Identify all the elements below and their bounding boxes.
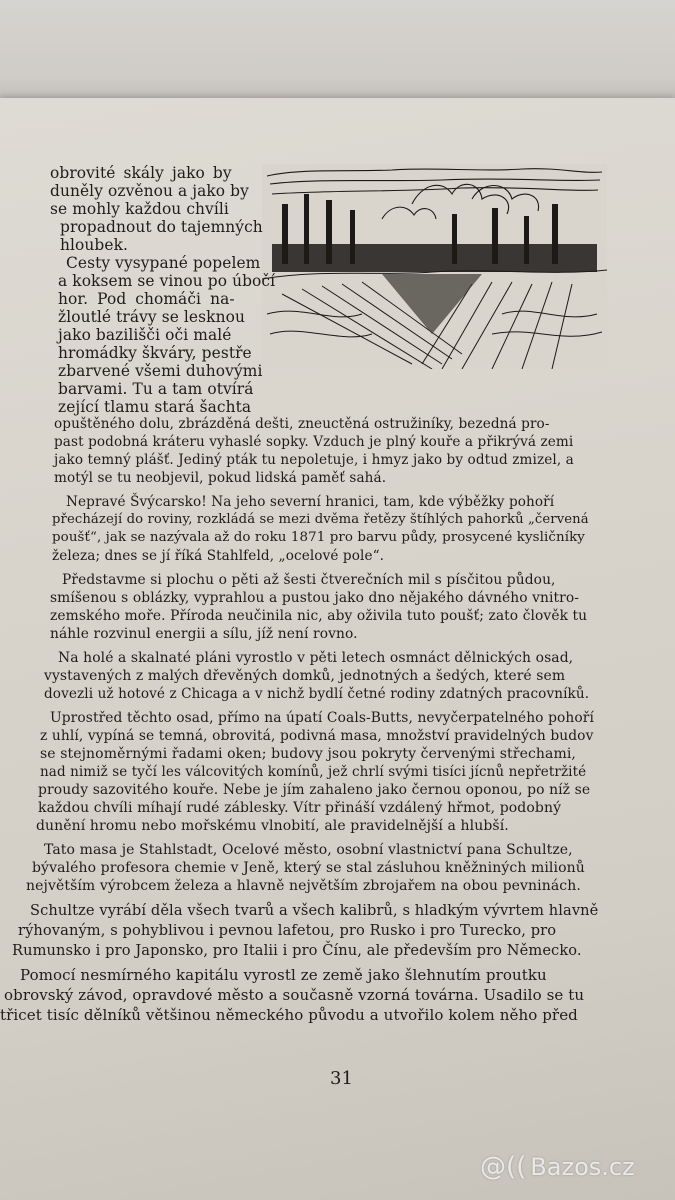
- text-line: zející tlamu stará šachta: [58, 398, 252, 416]
- text-line: Pomocí nesmírného kapitálu vyrostl ze země jako šlehnutím proutku: [20, 966, 547, 984]
- text-line: každou chvíli míhají rudé záblesky. Vítr přináší vzdálený hřmot, podobný: [38, 800, 562, 816]
- text-line: Na holé a skalnaté pláni vyrostlo v pěti letech osmnáct dělnických osad,: [58, 650, 574, 666]
- background-surface: [0, 0, 675, 110]
- text-line: dovezli už hotové z Chicaga a v nichž bydlí četné rodiny zdatných pracovníků.: [44, 686, 590, 702]
- text-line: obrovité skály jako by: [50, 164, 232, 182]
- text-line: přecházejí do roviny, rozkládá se mezi dvěma řetězy štíhlých pahorků „červená: [52, 512, 589, 527]
- text-line: Nepravé Švýcarsko! Na jeho severní hranici, tam, kde výběžky pohoří: [66, 494, 555, 510]
- text-line: z uhlí, vypíná se temná, obrovitá, podivná masa, množství pravidelných budov: [40, 728, 594, 744]
- text-line: hloubek.: [60, 236, 128, 254]
- text-line: náhle rozvinul energii a sílu, jíž není rovno.: [50, 626, 358, 642]
- text-line: vystavených z malých dřevěných domků, jednotných a šedých, které sem: [44, 668, 566, 684]
- text-line: Tato masa je Stahlstadt, Ocelové město, osobní vlastnictví pana Schultze,: [44, 842, 573, 858]
- watermark: [480, 1152, 635, 1182]
- text-line: rýhovaným, s pohyblivou i pevnou lafetou, pro Rusko i pro Turecko, pro: [18, 922, 557, 939]
- text-line: Uprostřed těchto osad, přímo na úpatí Coals-Butts, nevyčerpatelného pohoří: [50, 710, 595, 726]
- text-line: poušť“, jak se nazývala až do roku 1871 pro barvu půdy, prosycené kysličníky: [52, 530, 585, 545]
- bazos-logo-icon: @((: [480, 1152, 527, 1182]
- text-line: třicet tisíc dělníků většinou německého původu a utvořilo kolem něho před: [0, 1006, 578, 1024]
- industrial-landscape-illustration: [262, 164, 607, 369]
- text-line: jako bazilišči oči malé: [58, 326, 232, 344]
- text-line: motýl se tu neobjevil, pokud lidská paměť sahá.: [54, 470, 387, 486]
- text-line: jako temný plášť. Jediný pták tu nepoletuje, i hmyz jako by odtud zmizel, a: [54, 452, 574, 468]
- text-line: opuštěného dolu, zbrázděná dešti, zneuctěná ostružiníky, bezedná pro-: [54, 416, 550, 432]
- text-line: Cesty vysypané popelem: [66, 254, 261, 272]
- text-line: Schultze vyrábí děla všech tvarů a všech kalibrů, s hladkým vývrtem hlavně: [30, 902, 599, 919]
- text-line: hromádky škváry, pestře: [58, 344, 252, 362]
- text-line: železa; dnes se jí říká Stahlfeld, „ocelové pole“.: [52, 548, 385, 564]
- text-line: zbarvené všemi duhovými: [58, 362, 263, 380]
- text-line: barvami. Tu a tam otvírá: [58, 380, 254, 398]
- text-line: se mohly každou chvíli: [50, 200, 229, 218]
- text-line: smíšenou s oblázky, vyprahlou a pustou jako dno nějakého dávného vnitro-: [50, 590, 580, 606]
- text-line: zemského moře. Příroda neučinila nic, aby oživila tuto poušť; zato člověk tu: [50, 608, 588, 624]
- text-line: nad nimiž se tyčí les válcovitých komínů, jež chrlí svými tisíci jícnů nepřetržité: [40, 764, 587, 780]
- text-line: žloutlé trávy se lesknou: [58, 308, 245, 326]
- text-line: bývalého profesora chemie v Jeně, který se stal zásluhou kněžniných milionů: [32, 860, 585, 876]
- text-line: hor. Pod chomáči na-: [58, 290, 235, 308]
- text-line: duněly ozvěnou a jako by: [50, 182, 249, 200]
- page-number: 31: [330, 1068, 353, 1089]
- text-line: Představme si plochu o pěti až šesti čtverečních mil s písčitou půdou,: [62, 572, 556, 588]
- text-line: proudy sazovitého kouře. Nebe je jím zahaleno jako černou oponou, po níž se: [38, 782, 591, 798]
- watermark-text: Bazos.cz: [530, 1153, 635, 1181]
- text-line: propadnout do tajemných: [60, 218, 263, 236]
- text-line: dunění hromu nebo mořskému vlnobití, ale pravidelnější a hlubší.: [36, 818, 509, 834]
- text-line: největším výrobcem železa a hlavně největším zbrojařem na obou pevninách.: [26, 878, 581, 894]
- text-line: obrovský závod, opravdové město a současně vzorná továrna. Usadilo se tu: [4, 986, 585, 1004]
- text-line: se stejnoměrnými řadami oken; budovy jsou pokryty červenými střechami,: [40, 746, 576, 762]
- text-line: past podobná kráteru vyhaslé sopky. Vzduch je plný kouře a přikrývá zemi: [54, 434, 574, 450]
- text-line: Rumunsko i pro Japonsko, pro Italii i pro Čínu, ale především pro Německo.: [12, 942, 582, 959]
- text-line: a koksem se vinou po úbočí: [58, 272, 276, 290]
